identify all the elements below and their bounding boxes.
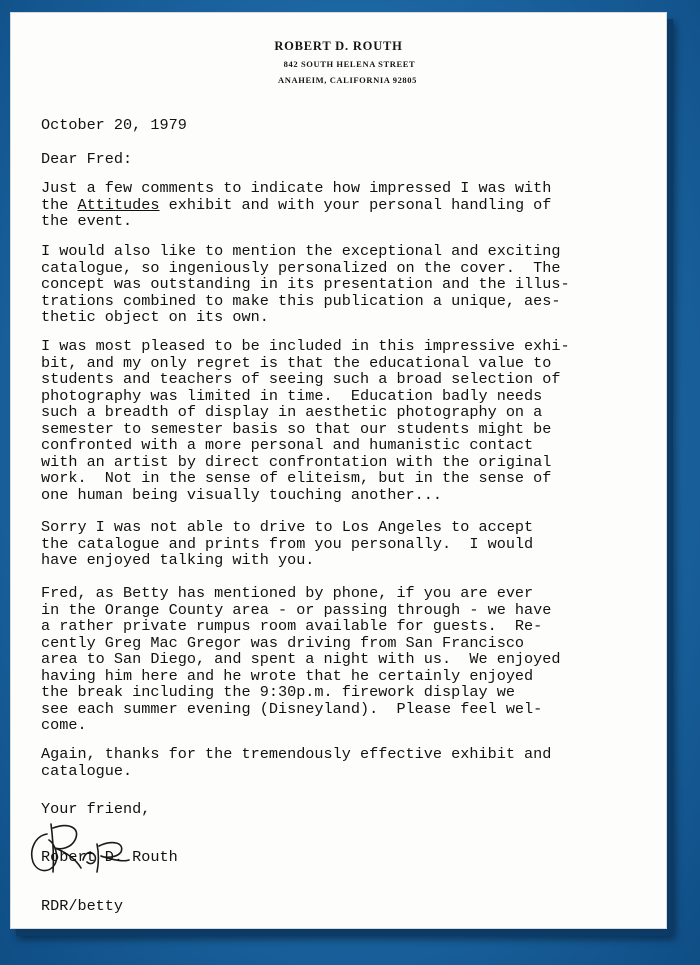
reference-initials: RDR/betty bbox=[41, 897, 124, 915]
paragraph-line: Sorry I was not able to drive to Los Angeles to accept bbox=[41, 518, 534, 536]
paragraph-line: the catalogue and prints from you personally. I would bbox=[41, 534, 534, 553]
paragraph-line: come. bbox=[41, 716, 87, 734]
paragraph-line: the break including the 9:30p.m. firework display we bbox=[41, 683, 515, 701]
paragraph-line: semester to semester basis so that our students might be bbox=[41, 419, 552, 438]
paragraph-line: catalogue, so ingeniously personalized on the cover. The bbox=[41, 258, 561, 277]
paragraph-line: have enjoyed talking with you. bbox=[41, 551, 315, 569]
line-text: the bbox=[41, 195, 78, 214]
paragraph-line: the event. bbox=[41, 212, 133, 230]
paragraph-line: having him here and he wrote that he certainly enjoyed bbox=[41, 666, 534, 685]
paragraph-line: a rather private rumpus room available for guests. Re- bbox=[41, 617, 543, 635]
exhibit-title: Attitudes bbox=[77, 195, 160, 214]
paragraph-line: students and teachers of seeing such a broad selection of bbox=[41, 370, 561, 388]
salutation: Dear Fred: bbox=[41, 150, 133, 168]
paragraph-line: in the Orange County area - or passing through - we have bbox=[41, 600, 552, 619]
paragraph-line: thetic object on its own. bbox=[41, 308, 269, 326]
paragraph-line: with an artist by direct confrontation with the original bbox=[41, 452, 552, 471]
paragraph-line: confronted with a more personal and humanistic contact bbox=[41, 436, 534, 454]
paragraph-line: work. Not in the sense of eliteism, but in the sense of bbox=[41, 469, 552, 487]
letter-page bbox=[10, 12, 667, 929]
letter-date: October 20, 1979 bbox=[41, 116, 187, 134]
letterhead-name: ROBERT D. ROUTH bbox=[274, 39, 403, 53]
paragraph-line: bit, and my only regret is that the educational value to bbox=[41, 353, 552, 372]
letterhead-city: ANAHEIM, CALIFORNIA 92805 bbox=[278, 75, 417, 85]
paragraph-line: Just a few comments to indicate how impressed I was with bbox=[41, 179, 552, 197]
letterhead-street: 842 SOUTH HELENA STREET bbox=[283, 59, 416, 69]
paragraph-line: photography was limited in time. Education badly needs bbox=[41, 386, 543, 405]
signer-name: Robert D. Routh bbox=[41, 848, 178, 866]
paragraph-line: see each summer evening (Disneyland). Please feel wel- bbox=[41, 699, 543, 718]
closing: Your friend, bbox=[41, 800, 151, 818]
paragraph-line: I was most pleased to be included in this impressive exhi- bbox=[41, 337, 570, 355]
line-text: exhibit and with your personal handling of bbox=[159, 195, 552, 214]
paragraph-line: Fred, as Betty has mentioned by phone, if you are ever bbox=[41, 584, 534, 602]
paragraph-line bbox=[41, 197, 551, 214]
paragraph-line: trations combined to make this publication a unique, aes- bbox=[41, 291, 561, 310]
paragraph-line: cently Greg Mac Gregor was driving from San Francisco bbox=[41, 633, 525, 652]
paragraph-line: area to San Diego, and spent a night with us. We enjoyed bbox=[41, 650, 561, 668]
paragraph-line: concept was outstanding in its presentation and the illus- bbox=[41, 275, 570, 293]
paragraph-line: one human being visually touching another... bbox=[41, 485, 443, 504]
paragraph-line: such a breadth of display in aesthetic photography on a bbox=[41, 403, 543, 421]
paragraph-line: catalogue. bbox=[41, 761, 133, 780]
paragraph-line: I would also like to mention the exceptional and exciting bbox=[41, 242, 561, 260]
paragraph-line: Again, thanks for the tremendously effective exhibit and bbox=[41, 745, 552, 763]
